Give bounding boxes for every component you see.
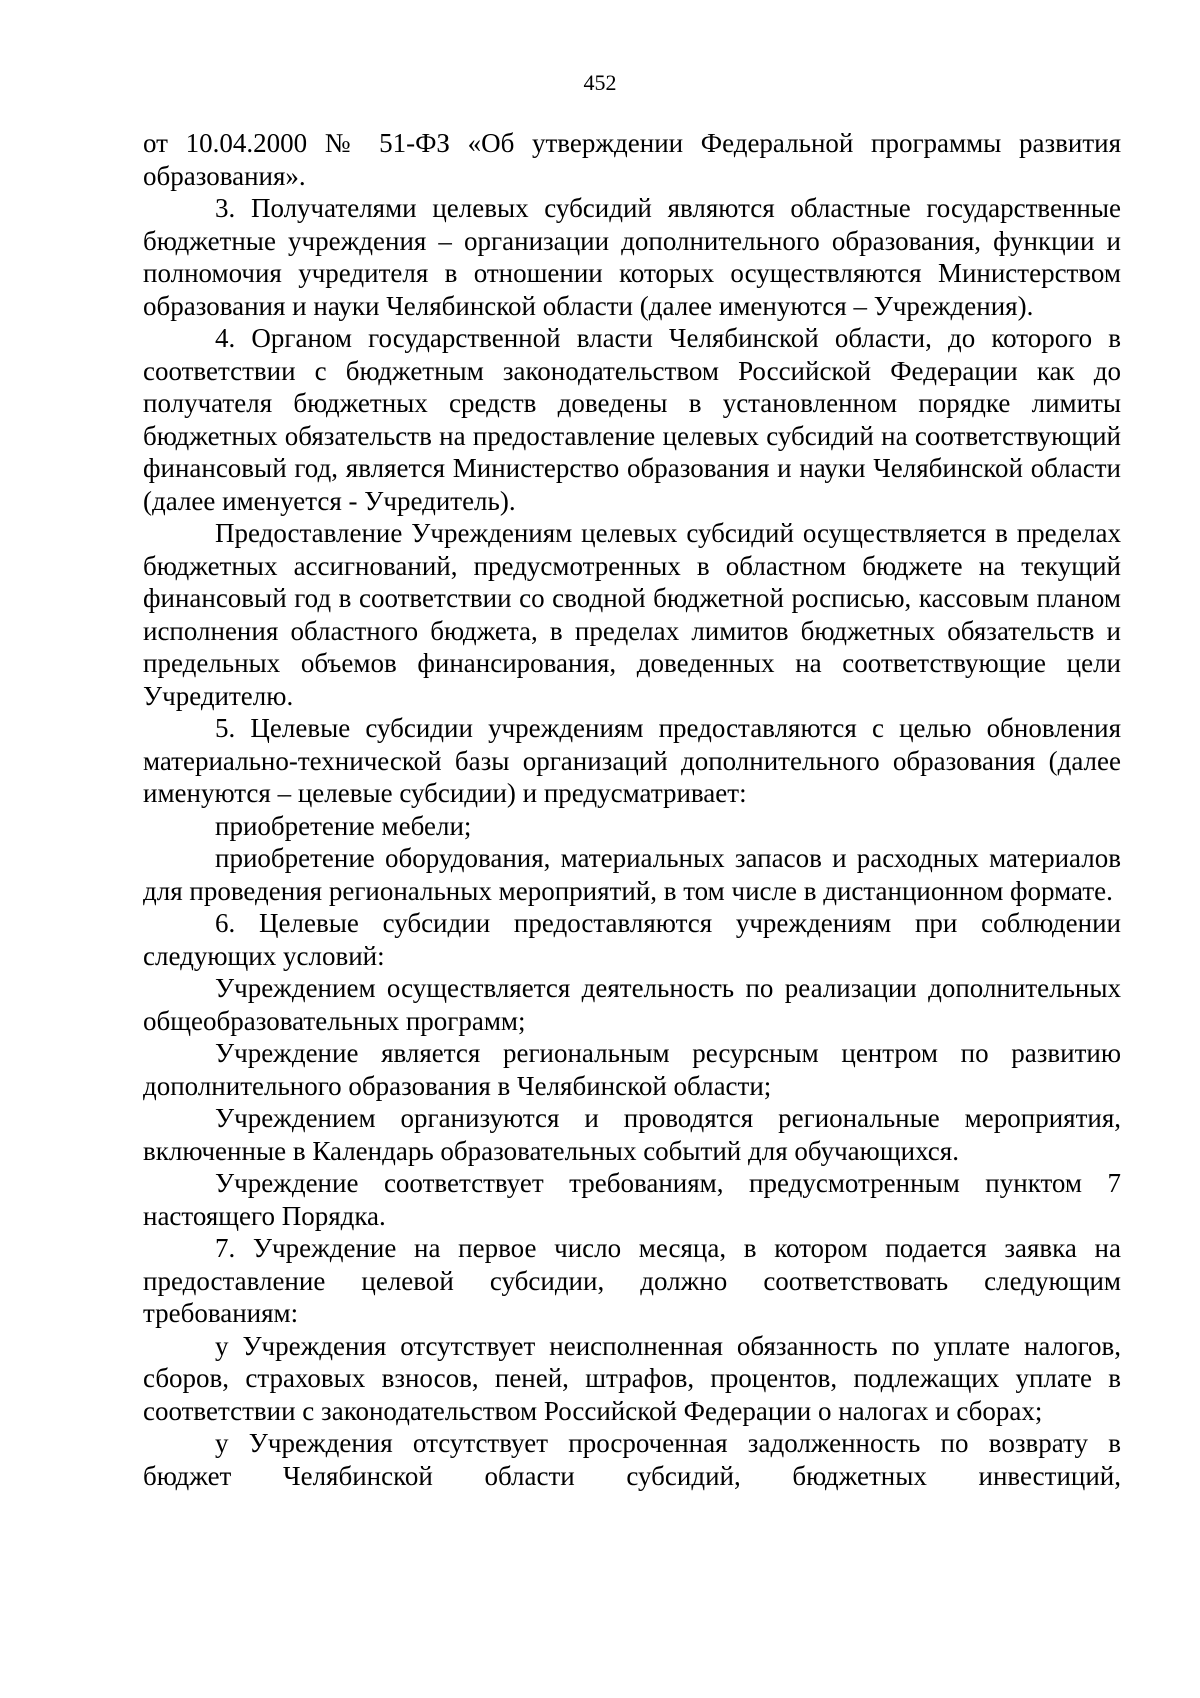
paragraph-condition-2: Учреждение является региональным ресурсным центром по развитию дополнительного образования в Челябинской области; — [143, 1038, 1121, 1101]
paragraph-condition-3: Учреждением организуются и проводятся региональные мероприятия, включенные в Календарь образовательных событий для обучающихся. — [143, 1103, 1121, 1166]
paragraph-equipment: приобретение оборудования, материальных запасов и расходных материалов для проведения региональных мероприятий, в том числе в дистанционном формате. — [143, 843, 1121, 906]
paragraph-item-3: 3. Получателями целевых субсидий являются областные государственные бюджетные учреждения – организации дополнительного образования, функции и полномочия учредителя в отношении которых осуществляются Министерством образования и науки Челябинской области (далее именуются – Учреждения). — [143, 193, 1121, 321]
paragraph-item-7: 7. Учреждение на первое число месяца, в котором подается заявка на предоставление целевой субсидии, должно соответствовать следующим требованиям: — [143, 1233, 1121, 1328]
paragraph-item-4: 4. Органом государственной власти Челябинской области, до которого в соответствии с бюджетным законодательством Российской Федерации как до получателя бюджетных средств доведены в установленном порядке лимиты бюджетных обязательств на предоставление целевых субсидий на соответствующий финансовый год, является Министерство образования и науки Челябинской области (далее именуется - Учредитель). — [143, 323, 1121, 516]
paragraph-condition-1: Учреждением осуществляется деятельность по реализации дополнительных общеобразовательных программ; — [143, 973, 1121, 1036]
paragraph-furniture: приобретение мебели; — [215, 810, 472, 841]
paragraph-funding: Предоставление Учреждениям целевых субсидий осуществляется в пределах бюджетных ассигнований, предусмотренных в областном бюджете на текущий финансовый год в соответствии со сводной бюджетной росписью, кассовым планом исполнения областного бюджета, в пределах лимитов бюджетных обязательств и предельных объемов финансирования, доведенных на соответствующие цели Учредителю. — [143, 518, 1121, 711]
document-body — [143, 127, 1121, 1492]
paragraph-item-6: 6. Целевые субсидии предоставляются учреждениям при соблюдении следующих условий: — [143, 908, 1121, 971]
paragraph-continuation: от 10.04.2000 № 51-ФЗ «Об утверждении Федеральной программы развития образования». — [143, 128, 1121, 191]
paragraph-item-5: 5. Целевые субсидии учреждениям предоставляются с целью обновления материально-технической базы организаций дополнительного образования (далее именуются – целевые субсидии) и предусматривает: — [143, 713, 1121, 808]
page-number: 452 — [583, 70, 617, 95]
paragraph-requirement-2: у Учреждения отсутствует просроченная задолженность по возврату в бюджет Челябинской области субсидий, бюджетных инвестиций, — [143, 1428, 1121, 1491]
paragraph-condition-4: Учреждение соответствует требованиям, предусмотренным пунктом 7 настоящего Порядка. — [143, 1168, 1121, 1231]
paragraph-requirement-1: у Учреждения отсутствует неисполненная обязанность по уплате налогов, сборов, страховых взносов, пеней, штрафов, процентов, подлежащих уплате в соответствии с законодательством Российской Федерации о налогах и сборах; — [143, 1330, 1121, 1426]
